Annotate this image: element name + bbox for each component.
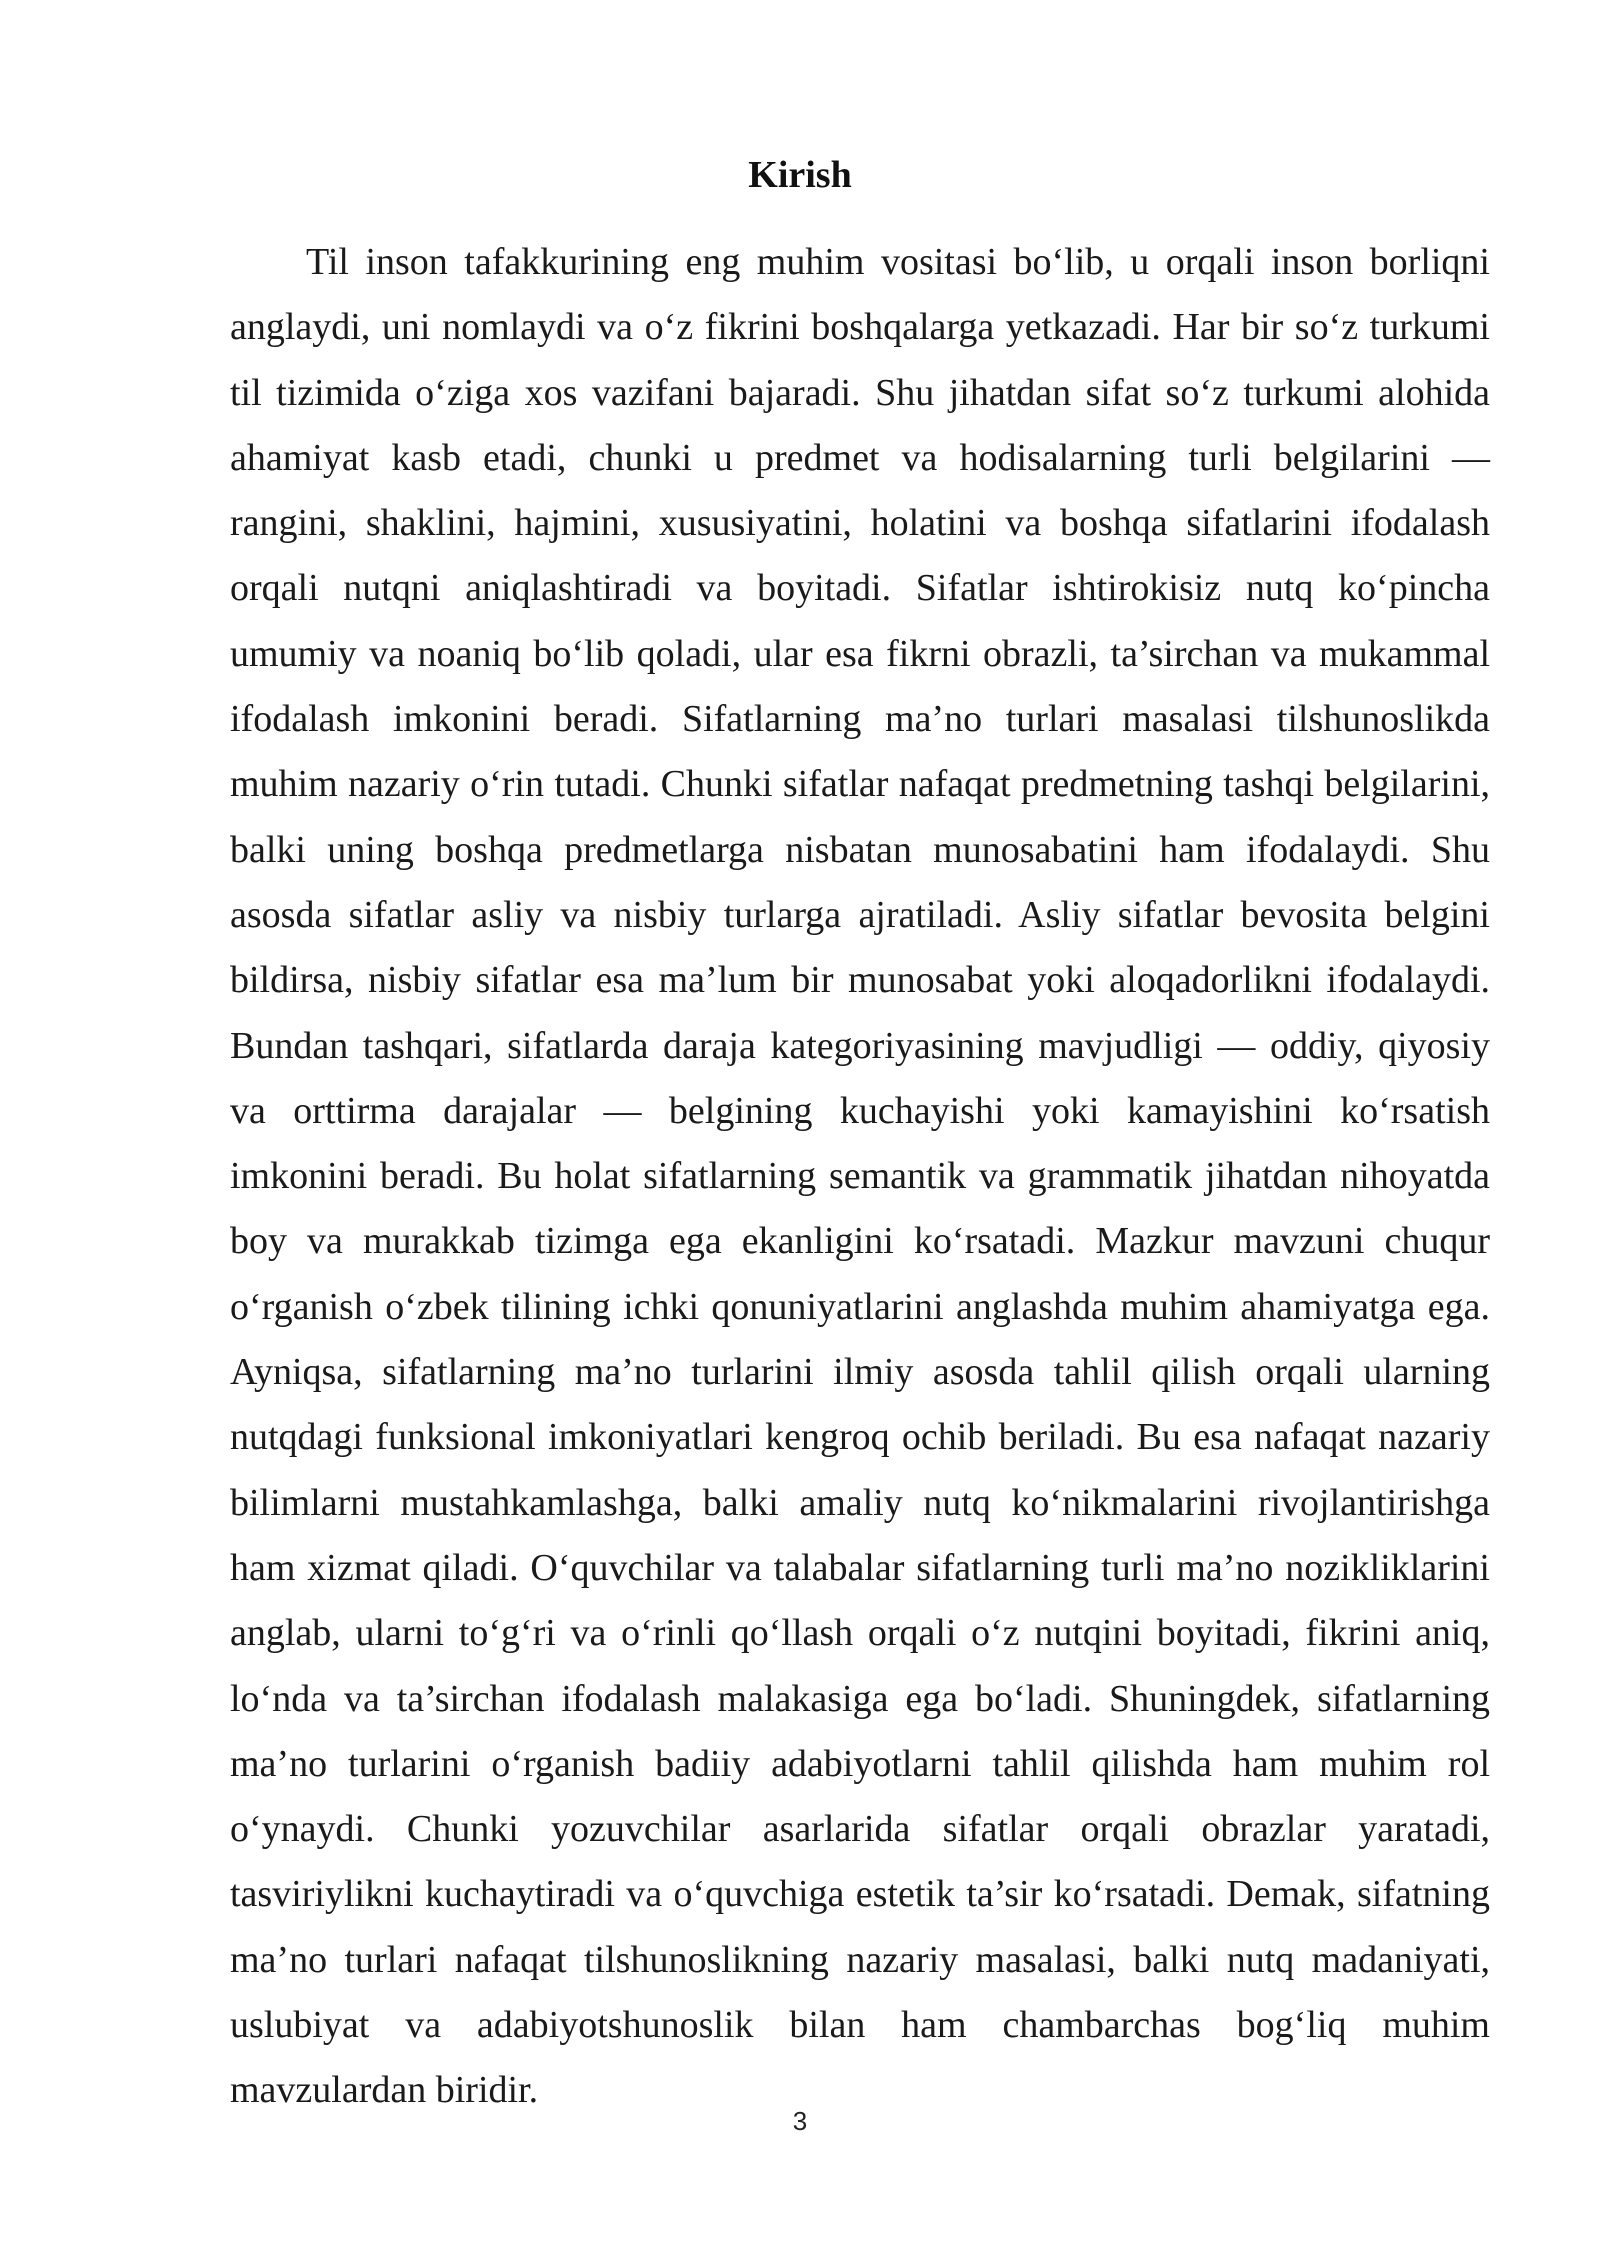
body-paragraph: Til inson tafakkurining eng muhim vositasi bo‘lib, u orqali inson borliqni anglaydi, uni nomlaydi va o‘z fikrini boshqalarga yetkazadi. Har bir so‘z turkumi til tizimida o‘ziga xos vazifani bajaradi. Shu jihatdan sifat so‘z turkumi alohida ahamiyat kasb etadi, chunki u predmet va hodisalarning turli belgilarini — rangini, shaklini, hajmini, xususiyatini, holatini va boshqa sifatlarini ifodalash orqali nutqni aniqlashtiradi va boyitadi. Sifatlar ishtirokisiz nutq ko‘pincha umumiy va noaniq bo‘lib qoladi, ular esa fikrni obrazli, ta’sirchan va mukammal ifodalash imkonini beradi. Sifatlarning ma’no turlari masalasi tilshunoslikda muhim nazariy o‘rin tutadi. Chunki sifatlar nafaqat predmetning tashqi belgilarini, balki uning boshqa predmetlarga nisbatan munosabatini ham ifodalaydi. Shu asosda sifatlar asliy va nisbiy turlarga ajratiladi. Asliy sifatlar bevosita belgini bildirsa, nisbiy sifatlar esa ma’lum bir munosabat yoki aloqadorlikni ifodalaydi. Bundan tashqari, sifatlarda daraja kategoriyasining mavjudligi — oddiy, qiyosiy va orttirma darajalar — belgining kuchayishi yoki kamayishini ko‘rsatish imkonini beradi. Bu holat sifatlarning semantik va grammatik jihatdan nihoyatda boy va murakkab tizimga ega ekanligini ko‘rsatadi. Mazkur mavzuni chuqur o‘rganish o‘zbek tilining ichki qonuniyatlarini anglashda muhim ahamiyatga ega. Ayniqsa, sifatlarning ma’no turlarini ilmiy asosda tahlil qilish orqali ularning nutqdagi funksional imkoniyatlari kengroq ochib beriladi. Bu esa nafaqat nazariy bilimlarni mustahkamlashga, balki amaliy nutq ko‘nikmalarini rivojlantirishga ham xizmat qiladi. O‘quvchilar va talabalar sifatlarning turli ma’no nozikliklarini anglab, ularni to‘g‘ri va o‘rinli qo‘llash orqali o‘z nutqini boyitadi, fikrini aniq, lo‘nda va ta’sirchan ifodalash malakasiga ega bo‘ladi. Shuningdek, sifatlarning ma’no turlarini o‘rganish badiiy adabiyotlarni tahlil qilishda ham muhim rol o‘ynaydi. Chunki yozuvchilar asarlarida sifatlar orqali obrazlar yaratadi, tasviriylikni kuchaytiradi va o‘quvchiga estetik ta’sir ko‘rsatadi. Demak, sifatning ma’no turlari nafaqat tilshunoslikning nazariy masalasi, balki nutq madaniyati, uslubiyat va adabiyotshunoslik bilan ham chambarchas bog‘liq muhim mavzulardan biridir.: [230, 241, 1490, 2112]
page-number: 3: [792, 2106, 808, 2136]
section-title: Kirish: [748, 154, 852, 196]
